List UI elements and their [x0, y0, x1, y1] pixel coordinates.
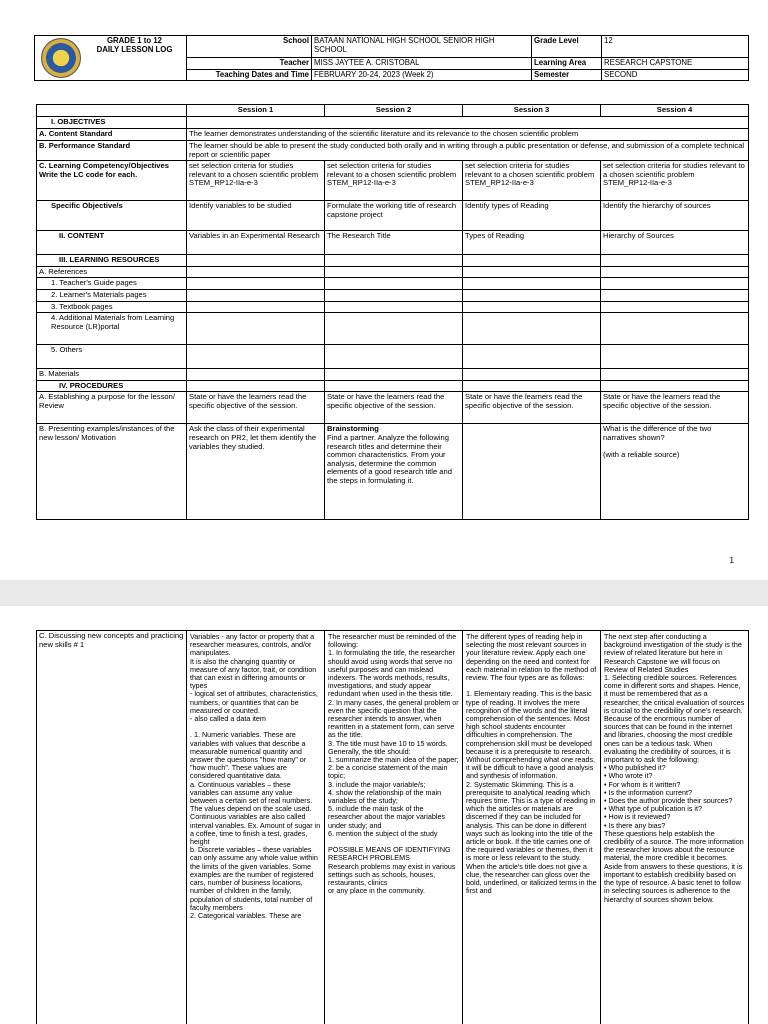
content-standard-label: A. Content Standard: [37, 129, 187, 141]
resources-heading: III. LEARNING RESOURCES: [37, 255, 187, 267]
competency-4: set selection criteria for studies relevant to a chosen scientific problem STEM_RP12-IIa-e-3: [601, 161, 749, 201]
proc-b-3: [463, 424, 601, 520]
proc-b-1: Ask the class of their experimental research on PR2, let them identify the variables they studied.: [187, 424, 325, 520]
session-1-header: Session 1: [187, 105, 325, 117]
content-2: The Research Title: [325, 231, 463, 255]
discussion-label: C. Discussing new concepts and practicing new skills # 1: [37, 631, 187, 1024]
procedures-heading: IV. PROCEDURES: [37, 380, 187, 392]
teachers-guide-label: 1. Teacher's Guide pages: [37, 278, 187, 290]
proc-b-label: B. Presenting examples/instances of the new lesson/ Motivation: [37, 424, 187, 520]
dates-label: Teaching Dates and Time: [187, 69, 312, 81]
discussion-session-1: Variables - any factor or property that a researcher measures, controls, and/or manipulates. It is also the changing quantity or measure of any factor, trait, or condition that can exist in differing amounts or types - logical set of attributes, characteristics, numbers, or quantities that can be measured or counted. - also called a data item . 1. Numeric variables. These are variables with values that describe a measurable numerical quantity and answer the questions "how many" or "how much". These values are considered quantitative data. a. Continuous variables – these variables can assume any value between a certain set of real numbers. The values depend on the scale used. Continuous variables are also called interval variables. Ex. Amount of sugar in a coffee, time to finish a test, grades, height b. Discrete variables – these variables can only assume any whole value within the limits of the given variables. Some examples are the number of registered cars, number of business locations, number of children in the family, population of students, total number of faculty members 2. Categorical variables. These are: [187, 631, 325, 1024]
discussion-session-4: The next step after conducting a background investigation of the study is the review of related literature but here in Research Capstone we will focus on Review of Related Studies 1. Selecting credible sources. References come in different sorts and shapes. Hence, it must be remembered that as a researcher, the critical evaluation of sources is crucial to the credibility of one's research. Because of the enormous number of sources that can be found in the internet and libraries, choosing the most credible ones can be a tedious task. When evaluating the credibility of sources, it is important to ask the following: • Who published it? • Who wrote it? • For whom is it written? • Is the information current? • Does the author provide their sources? • What type of publication is it? • How is it reviewed? • Is there any bias? These questions help establish the credibility of a source. The more information the researcher knows about the resource material, the more credible it becomes. Aside from answers to these questions, it is important to establish credibility based on the type of resource. A basic tenet to follow in selecting sources is adherence to the hierarchy of sources shown below.: [601, 631, 749, 1024]
brainstorming-title: Brainstorming: [327, 424, 379, 434]
discussion-session-3: The different types of reading help in selecting the most relevant sources in your literature review. Apply each one depending on the need and context for each material in relation to the method of review. The four types are as follows: 1. Elementary reading. This is the basic type of reading. It involves the mere recognition of the words and the literal comprehension of the sentences. Most high school students encounter difficulties in comprehension. The comprehension skill must be developed because it is a prerequisite to research. Without comprehending what one reads, it will be difficult to have a good analysis and synthesis of information. 2. Systematic Skimming. This is a prerequisite to analytical reading which requires time. This is a type of reading in which the articles or materials are discerned if they can be included for analysis. This can be done in different ways such as looking into the title of the article or book. If the title carries one of the required variables or themes, then it is more or less relevant to the study. When the article's title does not give a clue, the researcher can gloss over the bold, underlined, or italicized terms in the first and: [463, 631, 601, 1024]
session-4-header: Session 4: [601, 105, 749, 117]
dates-value: FEBRUARY 20-24, 2023 (Week 2): [312, 69, 532, 81]
specific-3: Identify types of Reading: [463, 201, 601, 231]
performance-standard-value: The learner should be able to present the study conducted both orally and in writing through a public presentation or defense, and submission of a complete technical report or scientific paper: [187, 141, 749, 161]
competency-3: set selection criteria for studies relevant to a chosen scientific problem STEM_RP12-IIa-e-3: [463, 161, 601, 201]
specific-4: Identify the hierarchy of sources: [601, 201, 749, 231]
semester-value: SECOND: [602, 69, 749, 81]
competency-1: set selection criteria for studies relevant to a chosen scientific problem STEM_RP12-IIa-e-3: [187, 161, 325, 201]
performance-standard-label: B. Performance Standard: [37, 141, 187, 161]
semester-label: Semester: [532, 69, 602, 81]
learning-area-label: Learning Area: [532, 58, 602, 70]
proc-a-3: State or have the learners read the specific objective of the session.: [463, 392, 601, 424]
grade-text: GRADE 1 to 12: [106, 36, 163, 45]
references-label: A. References: [37, 266, 187, 278]
proc-a-label: A. Establishing a purpose for the lesson/ Review: [37, 392, 187, 424]
school-label: School: [187, 36, 312, 58]
logo-cell: [35, 36, 187, 81]
learners-materials-label: 2. Learner's Materials pages: [37, 289, 187, 301]
competency-2: set selection criteria for studies relevant to a chosen scientific problem STEM_RP12-IIa-e-3: [325, 161, 463, 201]
textbook-pages-label: 3. Textbook pages: [37, 301, 187, 313]
specific-2: Formulate the working title of research capstone project: [325, 201, 463, 231]
materials-label: B. Materials: [37, 369, 187, 381]
additional-materials-label: 4. Additional Materials from Learning Resource (LR)portal: [37, 313, 187, 345]
discussion-table: [36, 630, 749, 1024]
specific-1: Identify variables to be studied: [187, 201, 325, 231]
school-value: BATAAN NATIONAL HIGH SCHOOL SENIOR HIGH SCHOOL: [312, 36, 532, 58]
specific-objectives-label: Specific Objective/s: [37, 201, 187, 231]
session-3-header: Session 3: [463, 105, 601, 117]
log-title: DAILY LESSON LOG: [96, 44, 173, 54]
content-3: Types of Reading: [463, 231, 601, 255]
proc-a-1: State or have the learners read the specific objective of the session.: [187, 392, 325, 424]
teacher-value: MISS JAYTEE A. CRISTOBAL: [312, 58, 532, 70]
brainstorming-text: Find a partner. Analyze the following research titles and determine their common characteristics. From your analysis, determine the common elements of a good research title and the steps in formulating it.: [327, 432, 452, 485]
content-heading: II. CONTENT: [37, 231, 187, 255]
page-2: [0, 606, 768, 1024]
teacher-label: Teacher: [187, 58, 312, 70]
others-label: 5. Others: [37, 345, 187, 369]
page-number: 1: [729, 556, 734, 565]
header-table: [34, 35, 749, 81]
deped-seal-icon: [41, 38, 81, 78]
content-1: Variables in an Experimental Research: [187, 231, 325, 255]
objectives-heading: I. OBJECTIVES: [37, 117, 187, 129]
proc-a-4: State or have the learners read the specific objective of the session.: [601, 392, 749, 424]
learning-area-value: RESEARCH CAPSTONE: [602, 58, 749, 70]
content-4: Hierarchy of Sources: [601, 231, 749, 255]
proc-b-2: [325, 424, 463, 520]
competency-label: C. Learning Competency/Objectives Write the LC code for each.: [37, 161, 187, 201]
lesson-table: [36, 104, 749, 520]
grade-level-label: Grade Level: [532, 36, 602, 58]
proc-b-4: What is the difference of the two narratives shown? (with a reliable source): [601, 424, 749, 520]
session-2-header: Session 2: [325, 105, 463, 117]
proc-a-2: State or have the learners read the specific objective of the session.: [325, 392, 463, 424]
content-standard-value: The learner demonstrates understanding of the scientific literature and its relevance to the chosen scientific problem: [187, 129, 749, 141]
discussion-session-2: The researcher must be reminded of the following: 1. In formulating the title, the researcher should avoid using words that serve no useful purposes and can mislead indexers. The words methods, results, investigations, and study appear redundant when used in the thesis title. 2. In many cases, the general problem or even the specific question that the researcher intends to answer, when rewritten in a statement form, can serve as the title. 3. The title must have 10 to 15 words. Generally, the title should: 1. summarize the main idea of the paper; 2. be a concise statement of the main topic; 3. include the major variable/s; 4. show the relationship of the main variables of the study; 5. include the main task of the researcher about the major variables under study; and 6. mention the subject of the study POSSIBLE MEANS OF IDENTIFYING RESEARCH PROBLEMS Research problems may exist in various settings such as schools, houses, restaurants, clinics or any place in the community.: [325, 631, 463, 1024]
grade-level-value: 12: [602, 36, 749, 58]
